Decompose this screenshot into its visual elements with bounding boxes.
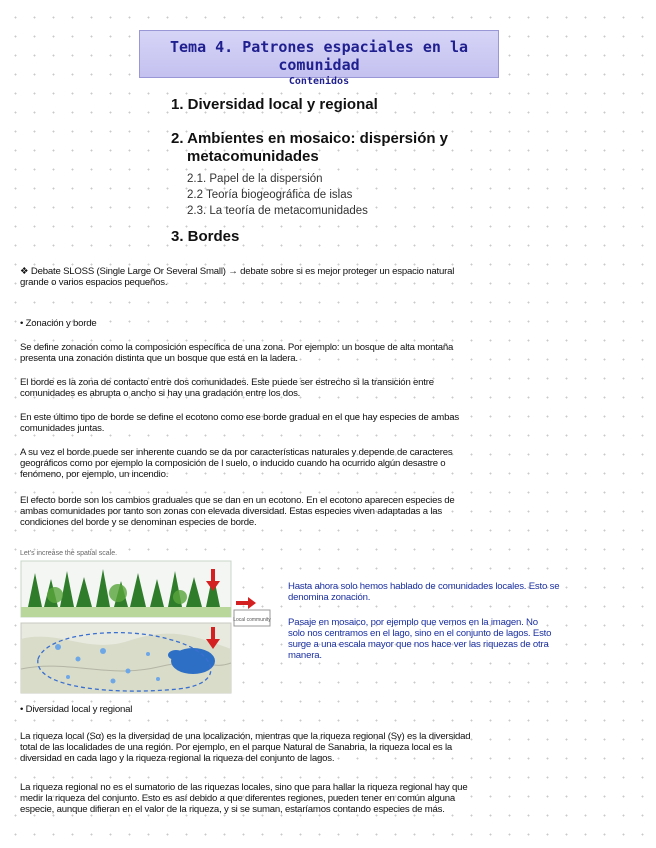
spatial-scale-figure: [18, 559, 273, 695]
sloss-line-1: ❖ Debate SLOSS (Single Large Or Several Small) → debate sobre si es mejor proteger un espacio natural: [20, 266, 455, 277]
p4-line-2: geográficos como por ejemplo la composición de l suelo, o inducido cuando ha ocurrido algún desastre o: [20, 458, 446, 469]
toc-subitem-2-3: 2.3. La teoría de metacomunidades: [187, 205, 368, 217]
p7-line-1: La riqueza regional no es el sumatorio de las riquezas locales, sino que para hallar la riqueza regional hay que: [20, 782, 468, 793]
p1-line-1: Se define zonación como la composición específica de una zona. Por ejemplo: un bosque de alta montaña: [20, 342, 454, 353]
page-title: Tema 4. Patrones espaciales en la comunidad: [169, 38, 468, 74]
blue-note-2-line-2: solo nos centramos en el lago, sino en el conjunto de lagos. Esto: [288, 628, 552, 639]
blue-note-1-line-1: Hasta ahora solo hemos hablado de comunidades locales. Esto se: [288, 581, 560, 592]
title-box: [139, 30, 499, 87]
p7-line-3: especie, aunque difieran en el valor de la riqueza, y si se suman, estaríamos contando especies de más.: [20, 804, 445, 815]
p2-line-2: comunidades es abrupta o ancho si hay una gradación entre los dos.: [20, 388, 301, 399]
toc-subitem-2-2: 2.2 Teoría biogeográfica de islas: [187, 189, 353, 201]
p3-line-2: comunidades juntas.: [20, 423, 105, 434]
p1-line-2: presenta una zonación distinta que un bosque que está en la ladera.: [20, 353, 298, 364]
blue-note-2-line-3: surge a una escala mayor que nos hace ver las riquezas de otra: [288, 639, 549, 650]
toc-item-3: 3. Bordes: [171, 228, 240, 245]
p6-line-3: diversidad en cada lago y la riqueza regional la riqueza del conjunto de lagos.: [20, 753, 335, 764]
fig-label-text: Local community: [233, 617, 271, 623]
p3-line-1: En este último tipo de borde se define el ecotono como ese borde gradual en el que hay especies de ambas: [20, 412, 459, 423]
local-community-label: [233, 610, 271, 626]
diversidad-heading: • Diversidad local y regional: [20, 704, 133, 715]
p4-line-3: fenómeno, por ejemplo, un incendio.: [20, 469, 169, 480]
toc-subitem-2-1: 2.1. Papel de la dispersión: [187, 173, 323, 185]
blue-note-2-line-1: Pasaje en mosaico, por ejemplo que vemos en la imagen. No: [288, 617, 538, 628]
zonacion-heading: • Zonación y borde: [20, 318, 97, 329]
p4-line-1: A su vez el borde puede ser inherente cuando se da por características naturales y depende de caracteres: [20, 447, 453, 458]
blue-note-1-line-2: denomina zonación.: [288, 592, 371, 603]
p2-line-1: El borde es la zona de contacto entre dos comunidades. Este puede ser estrecho si la transición entre: [20, 377, 434, 388]
map-panel: [21, 623, 231, 693]
p5-line-1: El efecto borde son los cambios graduales que se dan en un ecotono. En el ecotono aparecen especies de: [20, 495, 455, 506]
figure-caption: Let's increase the spatial scale.: [20, 550, 118, 557]
p5-line-2: ambas comunidades por tanto son zonas con elevada diversidad. Estas especies viven adaptadas a las: [20, 506, 442, 517]
forest-panel: [21, 561, 231, 617]
p7-line-2: medir la riqueza del conjunto. Esto es así debido a que diferentes regiones, pueden tener en común alguna: [20, 793, 456, 804]
toc-item-2: 2. Ambientes en mosaico: dispersión y: [171, 130, 449, 147]
p5-line-3: condiciones del borde y se denominan especies de borde.: [20, 517, 257, 528]
p6-line-2: total de las localidades de una región. Por ejemplo, en el parque Natural de Sanabria, la riqueza local es la: [20, 742, 453, 753]
blue-note-2-line-4: manera.: [288, 650, 322, 661]
sloss-line-2: grande o varios espacios pequeños.: [20, 277, 168, 288]
page-subtitle: Contenidos: [288, 76, 350, 87]
toc-item-2-cont: metacomunidades: [187, 148, 319, 165]
p6-line-1: La riqueza local (Sα) es la diversidad de una localización, mientras que la riqueza regional (Sγ) es la diversidad: [20, 731, 471, 742]
toc-item-1: 1. Diversidad local y regional: [171, 96, 378, 113]
